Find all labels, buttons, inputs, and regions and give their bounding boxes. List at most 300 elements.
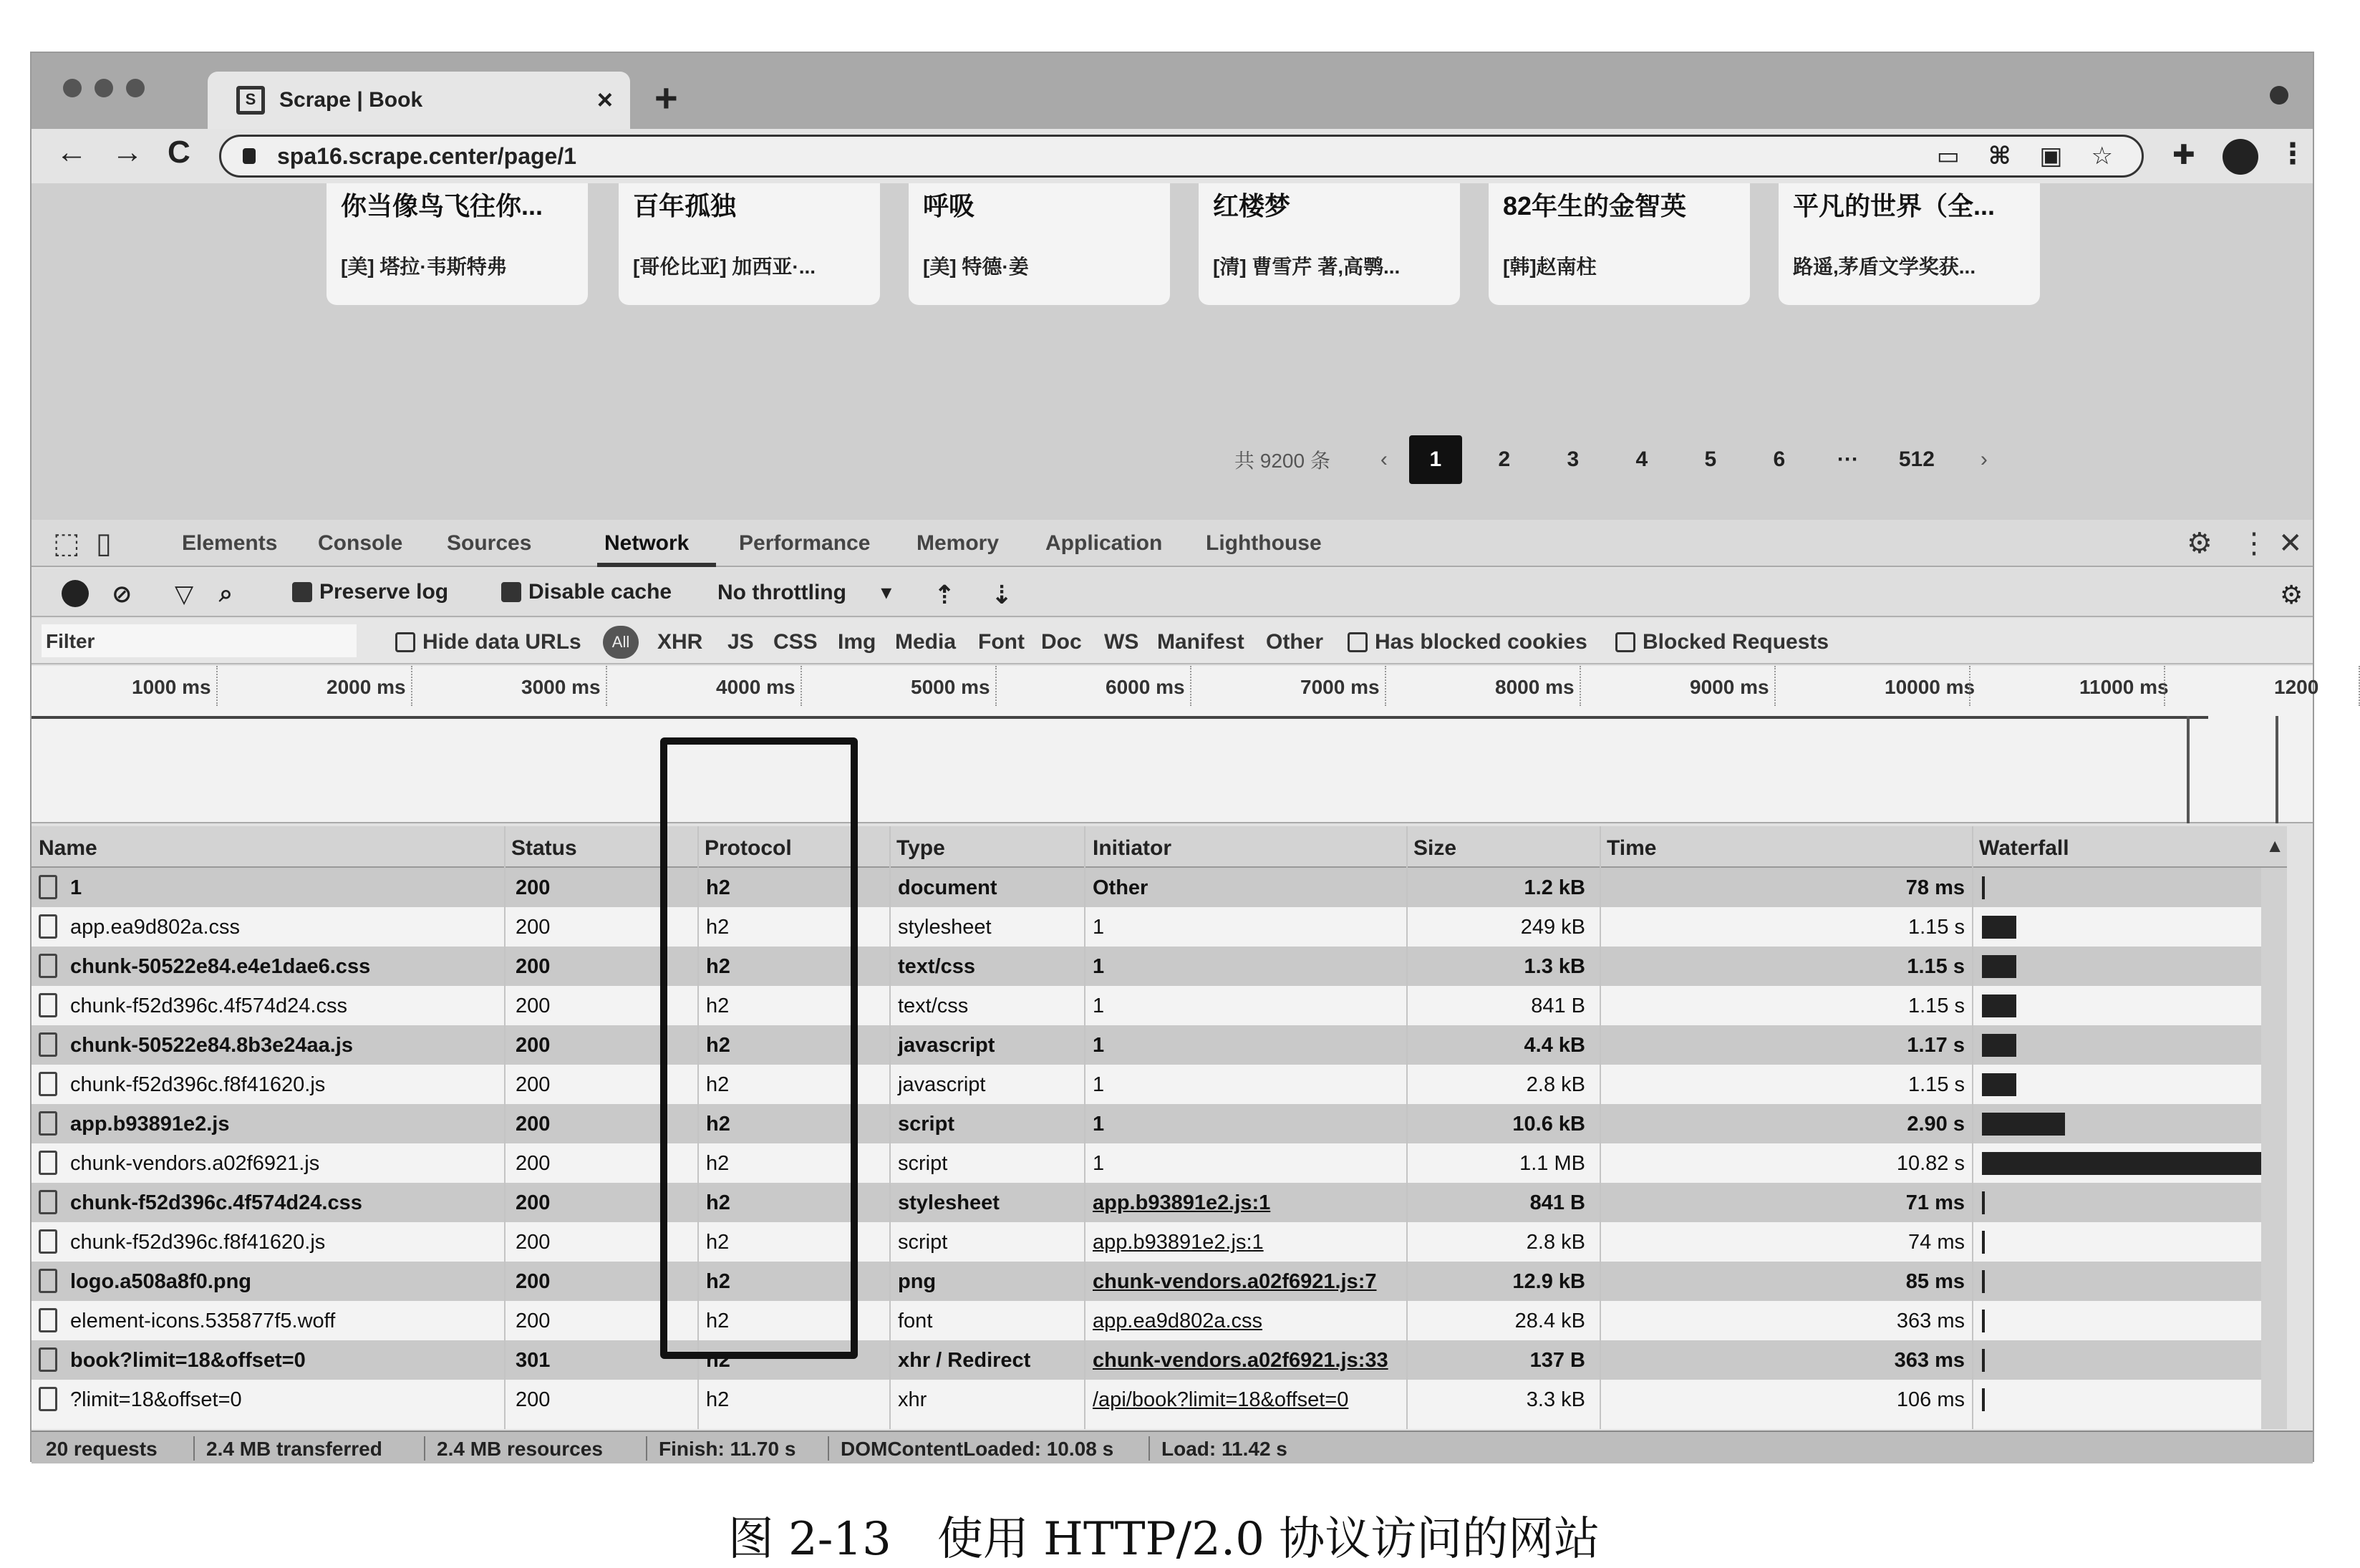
- checkbox-icon: [1615, 632, 1635, 652]
- figure-caption: 图 2-13 使用 HTTP/2.0 协议访问的网站: [727, 1513, 1600, 1566]
- disable-cache-label: Disable cache: [528, 580, 672, 604]
- active-tab-indicator: [597, 563, 716, 567]
- request-initiator[interactable]: 1: [1093, 916, 1105, 939]
- request-type: script: [898, 1113, 954, 1136]
- table-row[interactable]: [32, 1262, 2287, 1301]
- request-type: text/css: [898, 994, 969, 1017]
- request-size: 28.4 kB: [1514, 1310, 1585, 1332]
- column-initiator[interactable]: Initiator: [1093, 836, 1171, 860]
- request-time: 2.90 s: [1907, 1113, 1965, 1136]
- browser-menu-icon[interactable]: ⋮: [2278, 138, 2307, 170]
- column-type[interactable]: Type: [896, 836, 945, 860]
- new-tab-button[interactable]: +: [654, 75, 678, 120]
- filter-bar: [32, 619, 2313, 664]
- request-name[interactable]: 1: [70, 876, 82, 899]
- request-initiator[interactable]: 1: [1093, 1034, 1105, 1057]
- request-type: font: [898, 1310, 933, 1332]
- request-time: 10.82 s: [1896, 1152, 1965, 1175]
- waterfall-bar: [1982, 1388, 1985, 1411]
- window-controls: [63, 79, 145, 97]
- extensions-puzzle-icon[interactable]: ✚: [2172, 140, 2195, 170]
- waterfall-bar: [1982, 955, 2016, 978]
- request-status: 200: [516, 1388, 551, 1411]
- page-number-button[interactable]: 5: [1704, 447, 1717, 471]
- divider: [646, 1436, 647, 1461]
- throttling-value: No throttling: [717, 581, 846, 604]
- device-toolbar-icon[interactable]: ▯: [96, 528, 112, 559]
- column-size[interactable]: Size: [1413, 836, 1457, 860]
- load-time: Load: 11.42 s: [1161, 1438, 1287, 1460]
- timeline-tick-label: 11000 ms: [2079, 676, 2169, 698]
- table-row[interactable]: [32, 986, 2287, 1025]
- book-title[interactable]: 82年生的金智英: [1503, 191, 1687, 221]
- pagination: [1234, 435, 2009, 484]
- book-card[interactable]: [1779, 183, 2040, 305]
- request-size: 1.1 MB: [1519, 1152, 1585, 1175]
- request-protocol: h2: [706, 876, 730, 899]
- file-icon: [39, 875, 57, 899]
- maximize-window-button[interactable]: [126, 79, 145, 97]
- has-blocked-cookies-checkbox[interactable]: [1348, 630, 1587, 654]
- omnibox[interactable]: [219, 135, 2144, 178]
- settings-gear-icon[interactable]: ⚙: [2187, 528, 2212, 559]
- requests-count: 20 requests: [46, 1438, 158, 1460]
- table-row[interactable]: [32, 1183, 2287, 1222]
- column-divider: [1084, 826, 1085, 1429]
- table-row[interactable]: [32, 1025, 2287, 1065]
- waterfall-bar: [1982, 1349, 1985, 1372]
- request-size: 1.2 kB: [1524, 876, 1585, 899]
- checkbox-icon: [395, 632, 415, 652]
- blocked-requests-label: Blocked Requests: [1643, 630, 1829, 654]
- file-icon: [39, 1151, 57, 1175]
- request-status: 200: [516, 1191, 551, 1214]
- file-icon: [39, 1190, 57, 1214]
- request-status: 200: [516, 955, 551, 978]
- book-card[interactable]: [1489, 183, 1750, 305]
- resources-size: 2.4 MB resources: [437, 1438, 603, 1460]
- request-initiator[interactable]: chunk-vendors.a02f6921.js:33: [1093, 1349, 1388, 1372]
- table-row[interactable]: [32, 1340, 2287, 1380]
- timeline-gridline: [1385, 666, 1386, 706]
- table-row[interactable]: [32, 1104, 2287, 1143]
- web-page: [32, 183, 2313, 520]
- request-type: script: [898, 1231, 948, 1254]
- request-type: xhr / Redirect: [898, 1349, 1031, 1372]
- request-initiator[interactable]: 1: [1093, 1152, 1105, 1175]
- timeline-gridline: [1969, 666, 1970, 706]
- browser-profile-icon[interactable]: [2270, 86, 2288, 105]
- request-status: 301: [516, 1349, 551, 1372]
- request-time: 71 ms: [1905, 1191, 1965, 1214]
- request-name[interactable]: app.b93891e2.js: [70, 1113, 230, 1136]
- pagination-total: 共 9200 条: [1234, 450, 1330, 472]
- book-author: [韩]赵南柱: [1503, 256, 1597, 278]
- timeline-gridline: [1190, 666, 1191, 706]
- tab-sources[interactable]: Sources: [447, 531, 532, 555]
- network-status-bar: [32, 1431, 2313, 1463]
- request-name[interactable]: logo.a508a8f0.png: [70, 1270, 252, 1293]
- request-size: 249 kB: [1520, 916, 1585, 939]
- timeline-tick-label: 9000 ms: [1690, 676, 1769, 698]
- timeline-tick-label: 10000 ms: [1885, 676, 1975, 698]
- request-protocol: h2: [706, 916, 730, 939]
- page-number-button[interactable]: 1: [1409, 435, 1462, 484]
- preserve-log-checkbox[interactable]: [292, 580, 448, 604]
- timeline-tick-label: 4000 ms: [716, 676, 795, 698]
- waterfall-bar: [1982, 876, 1985, 899]
- filter-xhr-button[interactable]: XHR: [657, 630, 703, 654]
- scroll-up-icon[interactable]: ▲: [2265, 835, 2284, 856]
- request-initiator[interactable]: 1: [1093, 994, 1105, 1017]
- book-card[interactable]: [619, 183, 880, 305]
- devtools-panel: [32, 520, 2319, 1463]
- divider: [1148, 1436, 1150, 1461]
- close-devtools-icon[interactable]: ✕: [2278, 528, 2303, 559]
- request-time: 1.15 s: [1908, 994, 1965, 1017]
- book-title[interactable]: 你当像鸟飞往你...: [341, 191, 543, 221]
- filter-all-button[interactable]: All: [603, 626, 639, 659]
- reload-button[interactable]: C: [168, 135, 190, 170]
- table-row[interactable]: [32, 1143, 2287, 1183]
- table-row[interactable]: [32, 1380, 2287, 1419]
- file-icon: [39, 954, 57, 978]
- file-icon: [39, 1387, 57, 1411]
- import-har-icon[interactable]: ⇡: [934, 580, 956, 609]
- column-divider: [889, 826, 891, 1429]
- book-author: [美] 特德·姜: [923, 256, 1029, 278]
- waterfall-bar: [1982, 1231, 1985, 1254]
- timeline-tick-label: 7000 ms: [1300, 676, 1380, 698]
- tab-performance[interactable]: Performance: [739, 531, 871, 555]
- book-card[interactable]: [327, 183, 588, 305]
- preserve-log-label: Preserve log: [319, 580, 449, 604]
- request-status: 200: [516, 916, 551, 939]
- filter-font-button[interactable]: Font: [978, 630, 1025, 654]
- file-icon: [39, 1229, 57, 1254]
- filter-manifest-button[interactable]: Manifest: [1157, 630, 1244, 654]
- filter-js-button[interactable]: JS: [727, 630, 754, 654]
- page-number-button[interactable]: 4: [1635, 447, 1648, 471]
- request-type: script: [898, 1152, 948, 1175]
- request-name[interactable]: ?limit=18&offset=0: [70, 1388, 242, 1411]
- timeline-gridline: [411, 666, 412, 706]
- request-name[interactable]: chunk-f52d396c.4f574d24.css: [70, 994, 347, 1017]
- checkbox-icon: [292, 582, 312, 602]
- request-time: 1.15 s: [1908, 1073, 1965, 1096]
- request-size: 841 B: [1531, 994, 1585, 1017]
- tab-elements[interactable]: Elements: [182, 531, 278, 555]
- column-waterfall[interactable]: Waterfall: [1979, 836, 2069, 860]
- file-icon: [39, 1072, 57, 1096]
- book-card[interactable]: [1199, 183, 1460, 305]
- request-protocol: h2: [706, 1034, 730, 1057]
- tab-memory[interactable]: Memory: [917, 531, 1000, 555]
- more-options-icon[interactable]: ⋮: [2240, 528, 2268, 559]
- request-name[interactable]: book?limit=18&offset=0: [70, 1349, 306, 1372]
- request-protocol: h2: [706, 955, 730, 978]
- request-size: 841 B: [1529, 1191, 1585, 1214]
- page-number-button[interactable]: 512: [1898, 447, 1935, 471]
- next-page-button[interactable]: ›: [1980, 447, 1988, 471]
- file-icon: [39, 1308, 57, 1332]
- prev-page-button[interactable]: ‹: [1380, 447, 1388, 471]
- request-name[interactable]: element-icons.535877f5.woff: [70, 1310, 336, 1332]
- request-time: 85 ms: [1905, 1270, 1965, 1293]
- timeline-gridline: [2164, 666, 2165, 706]
- back-button[interactable]: ←: [56, 135, 87, 170]
- filter-css-button[interactable]: CSS: [773, 630, 818, 654]
- request-protocol: h2: [706, 1349, 730, 1372]
- request-type: stylesheet: [898, 916, 992, 939]
- request-size: 4.4 kB: [1524, 1034, 1585, 1057]
- request-time: 106 ms: [1896, 1388, 1965, 1411]
- request-protocol: h2: [706, 1388, 730, 1411]
- book-title[interactable]: 呼吸: [923, 191, 975, 221]
- timeline-marker: [2276, 716, 2278, 823]
- timeline-gridline: [606, 666, 607, 706]
- table-scrollbar[interactable]: [2261, 868, 2287, 1429]
- request-status: 200: [516, 876, 551, 899]
- request-type: xhr: [898, 1388, 927, 1411]
- waterfall-bar: [1982, 1310, 1985, 1332]
- checkbox-icon: [1348, 632, 1368, 652]
- request-initiator[interactable]: app.b93891e2.js:1: [1093, 1231, 1264, 1254]
- request-initiator[interactable]: Other: [1093, 876, 1148, 899]
- close-window-button[interactable]: [63, 79, 82, 97]
- timeline-gridline: [1580, 666, 1581, 706]
- column-divider: [1600, 826, 1601, 1429]
- throttling-select[interactable]: [717, 580, 891, 605]
- timeline-tick-label: 1000 ms: [132, 676, 211, 698]
- forward-button[interactable]: →: [112, 135, 143, 170]
- request-size: 1.3 kB: [1524, 955, 1585, 978]
- address-bar: [32, 129, 2313, 183]
- column-status[interactable]: Status: [511, 836, 577, 860]
- page-ellipsis-button[interactable]: ···: [1837, 447, 1859, 471]
- export-har-icon[interactable]: ⇣: [991, 580, 1013, 609]
- filter-ws-button[interactable]: WS: [1104, 630, 1139, 654]
- waterfall-bar: [1982, 1191, 1985, 1214]
- request-status: 200: [516, 1310, 551, 1332]
- disable-cache-checkbox[interactable]: [501, 580, 672, 604]
- tab-close-icon[interactable]: ×: [596, 84, 613, 115]
- browser-window: [30, 52, 2319, 1462]
- request-protocol: h2: [706, 1231, 730, 1254]
- request-protocol: h2: [706, 1191, 730, 1214]
- filter-other-button[interactable]: Other: [1266, 630, 1324, 654]
- devtools-tab-bar: [32, 520, 2313, 567]
- browser-tab[interactable]: [208, 72, 630, 129]
- column-divider: [1406, 826, 1408, 1429]
- book-title[interactable]: 红楼梦: [1213, 191, 1291, 221]
- waterfall-bar: [1982, 1073, 2016, 1096]
- request-type: document: [898, 876, 997, 899]
- column-protocol[interactable]: Protocol: [705, 836, 792, 860]
- request-initiator[interactable]: 1: [1093, 1113, 1105, 1136]
- request-name[interactable]: chunk-vendors.a02f6921.js: [70, 1152, 320, 1175]
- tab-network[interactable]: Network: [604, 531, 690, 555]
- request-name[interactable]: chunk-f52d396c.4f574d24.css: [70, 1191, 362, 1214]
- inspect-element-icon[interactable]: ⬚: [53, 528, 80, 559]
- request-type: text/css: [898, 955, 976, 978]
- cast-icon[interactable]: ▭: [1936, 142, 1960, 170]
- request-initiator[interactable]: chunk-vendors.a02f6921.js:7: [1093, 1270, 1377, 1293]
- request-status: 200: [516, 1152, 551, 1175]
- table-row[interactable]: [32, 1301, 2287, 1340]
- finish-time: Finish: 11.70 s: [659, 1438, 796, 1460]
- request-name[interactable]: chunk-f52d396c.f8f41620.js: [70, 1231, 326, 1254]
- request-status: 200: [516, 1034, 551, 1057]
- favicon-icon: S: [236, 86, 265, 115]
- waterfall-bar: [1982, 916, 2016, 939]
- timeline-gridline: [995, 666, 997, 706]
- request-type: javascript: [898, 1073, 986, 1096]
- request-size: 10.6 kB: [1512, 1113, 1585, 1136]
- lock-icon: [243, 148, 256, 164]
- filter-input[interactable]: Filter: [42, 624, 357, 657]
- page-number-button[interactable]: 2: [1498, 447, 1511, 471]
- request-status: 200: [516, 994, 551, 1017]
- request-size: 2.8 kB: [1526, 1231, 1585, 1254]
- table-row[interactable]: [32, 1065, 2287, 1104]
- filter-media-button[interactable]: Media: [895, 630, 957, 654]
- request-type: stylesheet: [898, 1191, 1000, 1214]
- tab-console[interactable]: Console: [318, 531, 403, 555]
- book-card[interactable]: [909, 183, 1170, 305]
- timeline-bar: [32, 716, 2208, 719]
- transferred-size: 2.4 MB transferred: [206, 1438, 382, 1460]
- request-protocol: h2: [706, 1073, 730, 1096]
- book-title[interactable]: 平凡的世界（全...: [1793, 191, 1996, 221]
- chevron-down-icon: ▾: [881, 581, 892, 604]
- divider: [424, 1436, 425, 1461]
- request-size: 137 B: [1529, 1349, 1585, 1372]
- file-icon: [39, 1111, 57, 1136]
- request-name[interactable]: chunk-50522e84.8b3e24aa.js: [70, 1034, 353, 1057]
- table-header: [32, 826, 2287, 868]
- page-number-button[interactable]: 3: [1567, 447, 1580, 471]
- page-number-button[interactable]: 6: [1773, 447, 1786, 471]
- avatar[interactable]: [2223, 139, 2258, 175]
- request-initiator[interactable]: 1: [1093, 1073, 1105, 1096]
- table-row[interactable]: [32, 1222, 2287, 1262]
- file-icon: [39, 1347, 57, 1372]
- has-blocked-cookies-label: Has blocked cookies: [1375, 630, 1587, 654]
- table-row[interactable]: [32, 868, 2287, 907]
- column-time[interactable]: Time: [1607, 836, 1657, 860]
- book-author: [哥伦比亚] 加西亚·...: [633, 256, 816, 278]
- clear-icon[interactable]: ⊘: [112, 581, 132, 608]
- file-icon: [39, 1032, 57, 1057]
- waterfall-bar: [1982, 1152, 2268, 1175]
- book-author: [清] 曹雪芹 著,高鹗...: [1213, 256, 1401, 278]
- filter-doc-button[interactable]: Doc: [1041, 630, 1082, 654]
- request-time: 363 ms: [1894, 1349, 1965, 1372]
- book-title[interactable]: 百年孤独: [633, 191, 737, 221]
- waterfall-bar: [1982, 1113, 2065, 1136]
- network-settings-gear-icon[interactable]: ⚙: [2280, 580, 2303, 609]
- checkbox-icon: [501, 582, 521, 602]
- file-icon: [39, 1269, 57, 1293]
- column-divider: [504, 826, 506, 1429]
- table-row[interactable]: [32, 947, 2287, 986]
- bookmark-star-icon[interactable]: ☆: [2091, 142, 2113, 170]
- timeline-tick-label: 6000 ms: [1106, 676, 1185, 698]
- timeline-tick-label: 2000 ms: [327, 676, 406, 698]
- request-size: 12.9 kB: [1512, 1270, 1585, 1293]
- request-initiator[interactable]: app.b93891e2.js:1: [1093, 1191, 1271, 1214]
- request-name[interactable]: chunk-50522e84.e4e1dae6.css: [70, 955, 371, 978]
- tab-lighthouse[interactable]: Lighthouse: [1206, 531, 1322, 555]
- request-size: 3.3 kB: [1526, 1388, 1585, 1411]
- file-icon: [39, 993, 57, 1017]
- timeline-tick-label: 1200: [2274, 676, 2319, 698]
- blocked-requests-checkbox[interactable]: [1615, 630, 1829, 654]
- divider: [193, 1436, 195, 1461]
- request-status: 200: [516, 1270, 551, 1293]
- request-time: 78 ms: [1905, 876, 1965, 899]
- tab-application[interactable]: Application: [1045, 531, 1163, 555]
- timeline-gridline: [801, 666, 802, 706]
- request-type: png: [898, 1270, 937, 1293]
- request-protocol: h2: [706, 1270, 730, 1293]
- hide-data-urls-label: Hide data URLs: [422, 630, 581, 654]
- request-protocol: h2: [706, 994, 730, 1017]
- record-icon[interactable]: [62, 580, 89, 607]
- request-status: 200: [516, 1073, 551, 1096]
- request-time: 1.15 s: [1908, 916, 1965, 939]
- request-size: 2.8 kB: [1526, 1073, 1585, 1096]
- request-name[interactable]: chunk-f52d396c.f8f41620.js: [70, 1073, 326, 1096]
- filter-img-button[interactable]: Img: [838, 630, 876, 654]
- network-request-table: [32, 826, 2287, 1429]
- request-initiator[interactable]: 1: [1093, 955, 1105, 978]
- translate-icon[interactable]: ▣: [2039, 142, 2063, 170]
- column-divider: [1972, 826, 1973, 1429]
- filter-funnel-icon[interactable]: ▽: [175, 581, 194, 608]
- search-icon[interactable]: ⌕: [219, 580, 233, 607]
- book-author: [美] 塔拉·韦斯特弗: [341, 256, 507, 278]
- request-time: 1.17 s: [1907, 1034, 1965, 1057]
- protocol-column-highlight: [660, 737, 858, 1359]
- timeline-overview[interactable]: [32, 666, 2319, 823]
- timeline-tick-label: 3000 ms: [521, 676, 601, 698]
- timeline-tick-label: 5000 ms: [911, 676, 990, 698]
- minimize-window-button[interactable]: [95, 79, 113, 97]
- table-row[interactable]: [32, 907, 2287, 947]
- hide-data-urls-checkbox[interactable]: [395, 630, 581, 654]
- column-name[interactable]: Name: [39, 836, 97, 860]
- request-protocol: h2: [706, 1113, 730, 1136]
- request-initiator[interactable]: app.ea9d802a.css: [1093, 1310, 1263, 1332]
- request-status: 200: [516, 1231, 551, 1254]
- title-bar: [32, 53, 2313, 129]
- request-protocol: h2: [706, 1310, 730, 1332]
- request-name[interactable]: app.ea9d802a.css: [70, 916, 241, 939]
- request-time: 1.15 s: [1907, 955, 1965, 978]
- extension-shortcut-icon[interactable]: ⌘: [1988, 142, 2011, 170]
- request-time: 74 ms: [1908, 1231, 1965, 1254]
- timeline-marker: [2187, 716, 2190, 823]
- network-toolbar: [32, 568, 2313, 617]
- tab-title: Scrape | Book: [279, 88, 423, 112]
- request-initiator[interactable]: /api/book?limit=18&offset=0: [1093, 1388, 1349, 1411]
- url-text[interactable]: spa16.scrape.center/page/1: [277, 142, 577, 169]
- waterfall-bar: [1982, 1034, 2016, 1057]
- timeline-gridline: [1774, 666, 1776, 706]
- timeline-gridline: [216, 666, 218, 706]
